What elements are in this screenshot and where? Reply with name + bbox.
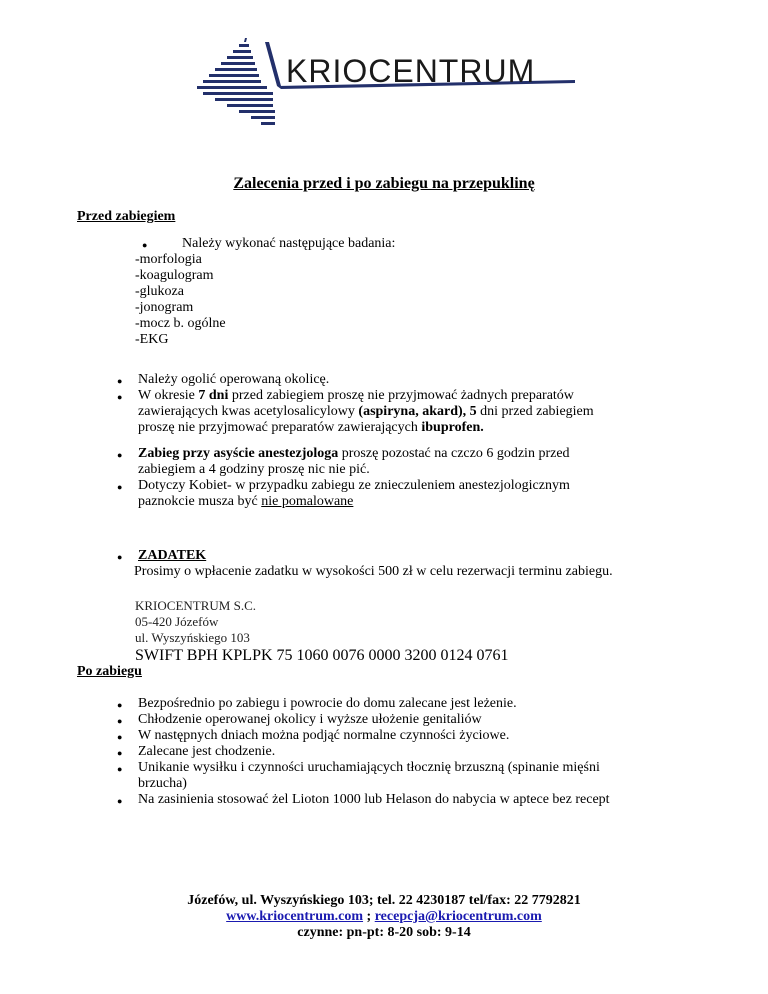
test-item: -mocz b. ogólne — [135, 316, 226, 331]
test-item: -jonogram — [135, 300, 194, 315]
list-item: Unikanie wysiłku i czynności uruchamiających tłocznię brzuszną (spinanie mięśni — [138, 760, 600, 775]
email-link[interactable]: recepcja@kriocentrum.com — [374, 909, 542, 924]
test-item: -glukoza — [135, 284, 184, 299]
bullet-icon: ● — [117, 450, 123, 460]
test-item: -morfologia — [135, 252, 202, 267]
tests-intro: Należy wykonać następujące badania: — [182, 236, 396, 251]
company-postal: 05-420 Józefów — [135, 614, 219, 629]
list-item: Na zasinienia stosować żel Lioton 1000 lub Helason do nabycia w aptece bez recept — [138, 792, 610, 807]
bank-account: SWIFT BPH KPLPK 75 1060 0076 0000 3200 0124 0761 — [135, 647, 509, 664]
bullet-icon: ● — [117, 700, 123, 710]
list-item: Bezpośrednio po zabiegu i powrocie do domu zalecane jest leżenie. — [138, 696, 517, 711]
company-name: KRIOCENTRUM S.C. — [135, 598, 256, 613]
medication-line-1: W okresie 7 dni przed zabiegiem proszę nie przyjmować żadnych preparatów — [138, 388, 574, 403]
bullet-icon: ● — [117, 376, 123, 386]
medication-line-3: proszę nie przyjmować preparatów zawierających ibuprofen. — [138, 420, 484, 435]
deposit-text: Prosimy o wpłacenie zadatku w wysokości 500 zł w celu rezerwacji terminu zabiegu. — [134, 564, 613, 579]
bullet-icon: ● — [117, 392, 123, 402]
shave-instruction: Należy ogolić operowaną okolicę. — [138, 372, 330, 387]
anesthesia-line-2: zabiegiem a 4 godziny proszę nic nie pić. — [138, 462, 370, 477]
women-note-line-2: paznokcie musza być nie pomalowane — [138, 494, 354, 509]
women-note-line-1: Dotyczy Kobiet- w przypadku zabiegu ze znieczuleniem anestezjologicznym — [138, 478, 570, 493]
company-street: ul. Wyszyńskiego 103 — [135, 630, 250, 645]
website-link[interactable]: www.kriocentrum.com — [226, 909, 364, 924]
bullet-icon: ● — [117, 796, 123, 806]
bullet-icon: ● — [142, 240, 148, 250]
footer-links: www.kriocentrum.com ; recepcja@kriocentrum.com — [226, 909, 542, 924]
list-item: brzucha) — [138, 776, 187, 791]
bullet-icon: ● — [117, 716, 123, 726]
test-item: -EKG — [135, 332, 169, 347]
anesthesia-line-1: Zabieg przy asyście anestezjologa proszę pozostać na czczo 6 godzin przed — [138, 446, 570, 461]
page-title: Zalecenia przed i po zabiegu na przepuklinę — [233, 175, 535, 192]
test-item: -koagulogram — [135, 268, 214, 283]
bullet-icon: ● — [117, 552, 123, 562]
deposit-heading: ZADATEK — [138, 548, 207, 563]
logo-text: KRIOCENTRUM — [286, 53, 536, 89]
bullet-icon: ● — [117, 764, 123, 774]
bullet-icon: ● — [117, 748, 123, 758]
medication-line-2: zawierających kwas acetylosalicylowy (aspiryna, akard), 5 dni przed zabiegiem — [138, 404, 594, 419]
section-after-heading: Po zabiegu — [77, 664, 142, 679]
list-item: Zalecane jest chodzenie. — [138, 744, 276, 759]
section-before-heading: Przed zabiegiem — [77, 209, 176, 224]
bullet-icon: ● — [117, 732, 123, 742]
footer-address: Józefów, ul. Wyszyńskiego 103; tel. 22 4230187 tel/fax: 22 7792821 — [187, 893, 581, 908]
footer-hours: czynne: pn-pt: 8-20 sob: 9-14 — [297, 925, 471, 940]
list-item: Chłodzenie operowanej okolicy i wyższe ułożenie genitaliów — [138, 712, 482, 727]
bullet-icon: ● — [117, 482, 123, 492]
list-item: W następnych dniach można podjąć normalne czynności życiowe. — [138, 728, 510, 743]
